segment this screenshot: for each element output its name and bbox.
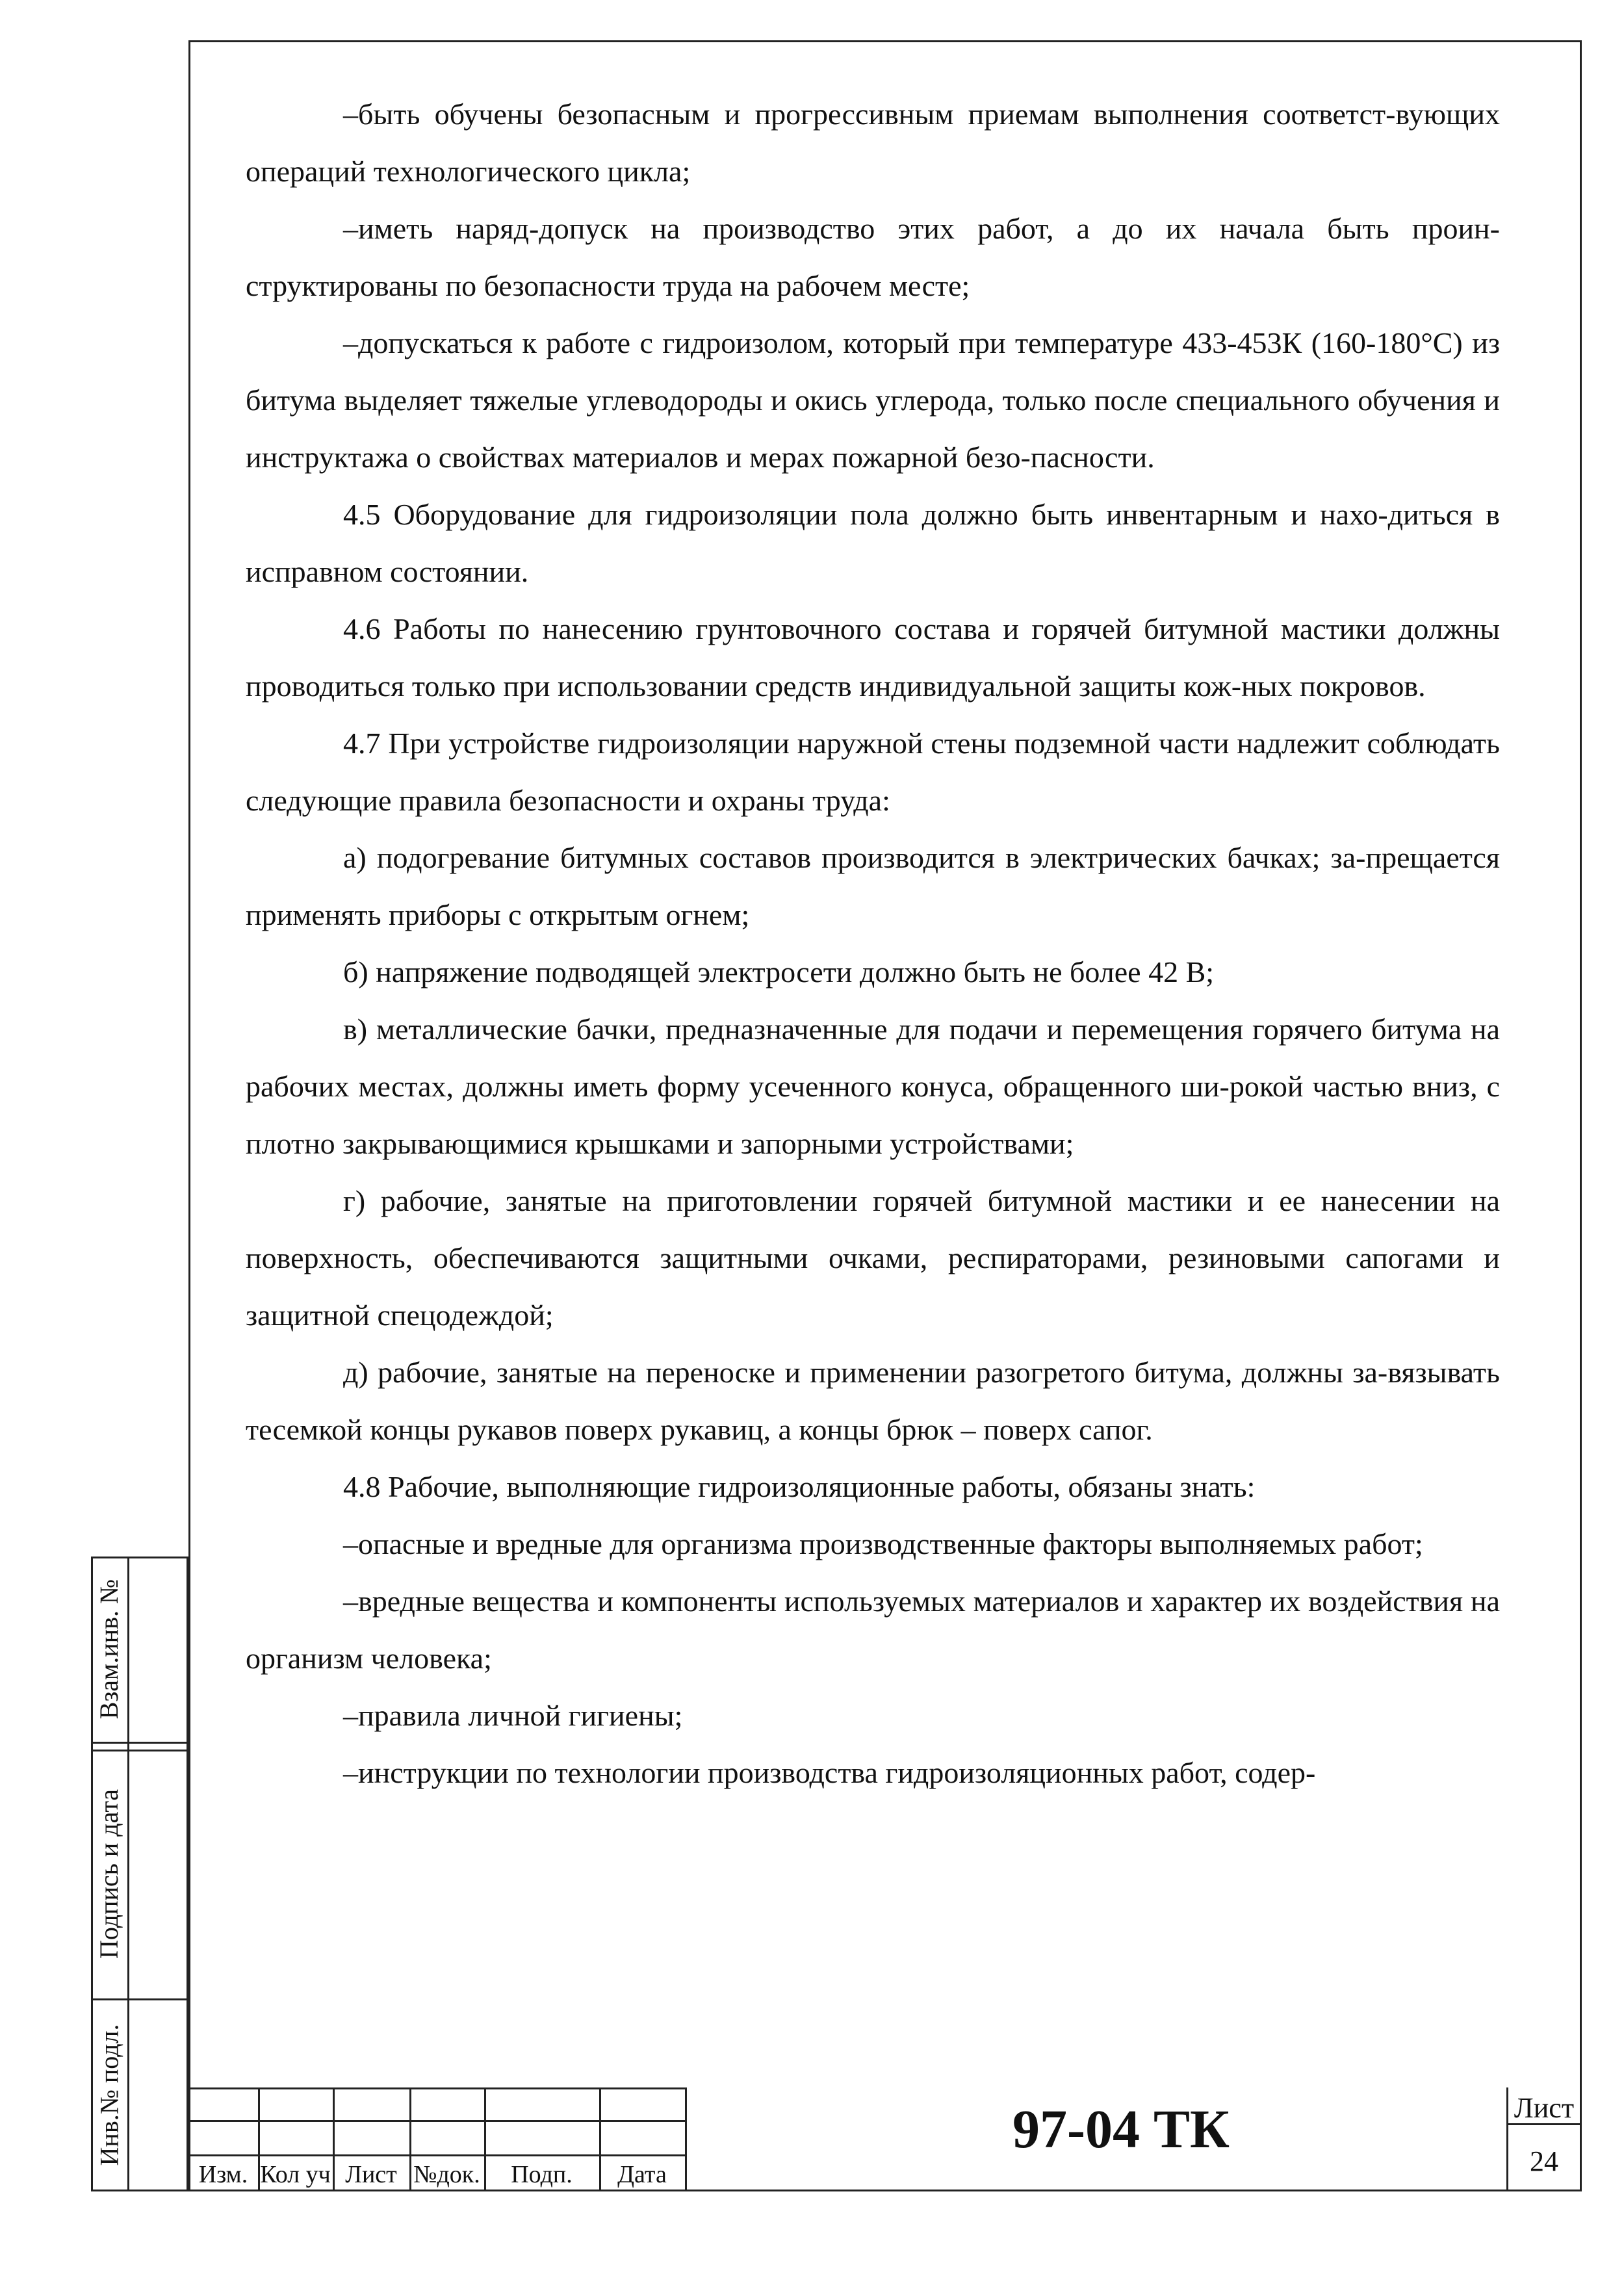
paragraph-text: а) подогревание битумных составов производится в электрических бачках; за-прещается применять приборы с открытым огнем; [246,841,1500,931]
dash-marker: – [343,212,358,245]
paragraph-text: быть обучены безопасным и прогрессивным приемам выполнения соответст-вующих операций технологического цикла; [246,97,1500,188]
paragraph-text: 4.6 Работы по нанесению грунтовочного состава и горячей битумной мастики должны проводиться только при использовании средств индивидуальной защиты кож-ных покровов. [246,612,1500,703]
paragraph-text: 4.7 При устройстве гидроизоляции наружной стены подземной части надлежит соблюдать следующие правила безопасности и охраны труда: [246,727,1500,817]
dash-marker: – [343,1584,358,1618]
list-item [246,1573,1500,1687]
document-code: 97-04 ТК [1012,2099,1230,2160]
side-stamp [91,1557,188,2191]
replacement-inventory-label: Взам.инв. № [94,1579,124,1720]
paragraph [246,1001,1500,1172]
paragraph-text: в) металлические бачки, предназначенные для подачи и перемещения горячего битума на рабочих местах, должны иметь форму усеченного конуса, обращенного ши-рокой частью вниз, с плотно закрывающимися крышками и запорными устройствами; [246,1013,1500,1160]
paragraph-text: б) напряжение подводящей электросети должно быть не более 42 В; [343,955,1215,988]
paragraph-text: правила личной гигиены; [358,1699,683,1732]
list-item [246,1744,1500,1802]
col-count: Кол уч [260,2161,331,2188]
signature-date-label: Подпись и дата [94,1789,124,1959]
paragraph [246,486,1500,601]
paragraph [246,715,1500,829]
paragraph [246,1344,1500,1458]
col-change: Изм. [198,2161,248,2188]
paragraph-text: г) рабочие, занятые на приготовлении горячей битумной мастики и ее нанесении на поверхность, обеспечиваются защитными очками, респираторами, резиновыми сапогами и защитной спецодеждой; [246,1184,1500,1332]
col-date: Дата [617,2161,667,2188]
col-signature: Подп. [511,2161,573,2188]
list-item [246,86,1500,200]
paragraph-text: иметь наряд-допуск на производство этих работ, а до их начала быть проин-структированы по безопасности труда на рабочем месте; [246,212,1500,302]
col-sheet: Лист [345,2161,397,2188]
document-body [246,86,1500,1802]
paragraph [246,944,1500,1001]
paragraph [246,829,1500,944]
dash-marker: – [343,97,358,131]
paragraph-text: 4.8 Рабочие, выполняющие гидроизоляционные работы, обязаны знать: [343,1470,1256,1503]
paragraph [246,1458,1500,1516]
paragraph [246,1172,1500,1344]
list-item [246,200,1500,315]
paragraph-text: допускаться к работе с гидроизолом, который при температуре 433-453К (160-180°С) из битума выделяет тяжелые углеводороды и окись углерода, только после специального обучения и инструктажа о свойствах материалов и мерах пожарной безо-пасности. [246,326,1500,474]
sheet-number: 24 [1530,2145,1558,2177]
list-item [246,315,1500,486]
paragraph-text: инструкции по технологии производства гидроизоляционных работ, содер- [358,1756,1316,1789]
paragraph-text: д) рабочие, занятые на переноске и применении разогретого битума, должны за-вязывать тесемкой концы рукавов поверх рукавиц, а концы брюк – поверх сапог. [246,1356,1500,1446]
dash-marker: – [343,1699,358,1732]
paragraph-text: 4.5 Оборудование для гидроизоляции пола должно быть инвентарным и нахо-диться в исправном состоянии. [246,498,1500,588]
dash-marker: – [343,1527,358,1560]
original-inventory-label: Инв.№ подл. [94,2024,124,2166]
paragraph [246,601,1500,715]
dash-marker: – [343,1756,358,1789]
col-doc-number: №док. [413,2161,480,2188]
sheet-label: Лист [1514,2092,1575,2124]
list-item [246,1687,1500,1744]
paragraph-text: опасные и вредные для организма производственные факторы выполняемых работ; [358,1527,1423,1560]
paragraph-text: вредные вещества и компоненты используемых материалов и характер их воздействия на организм человека; [246,1584,1500,1675]
list-item [246,1516,1500,1573]
dash-marker: – [343,326,358,359]
